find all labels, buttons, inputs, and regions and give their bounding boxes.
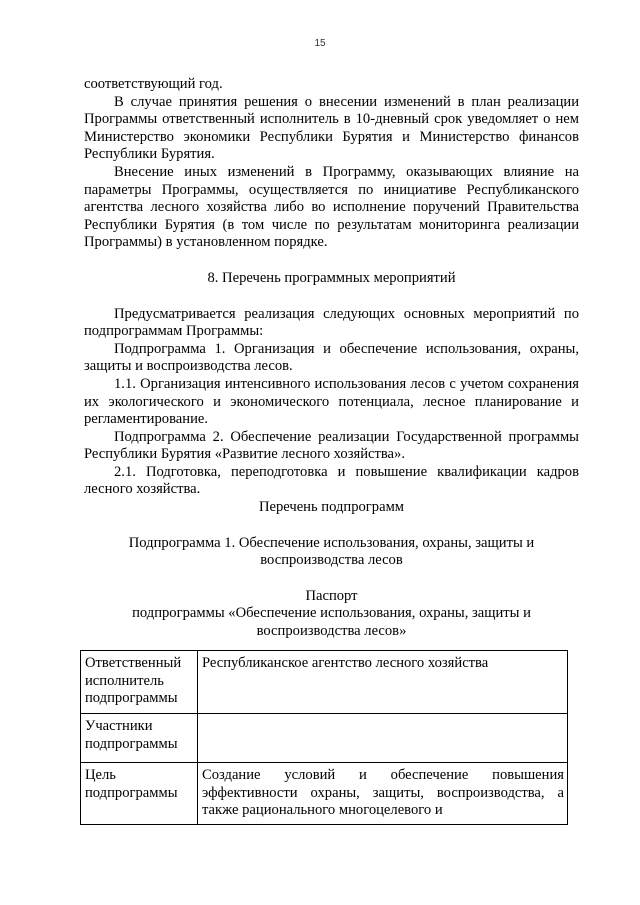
table-value-cell: Создание условий и обеспечение повышения эффективности охраны, защиты, воспроизводства, а также рационального многоцелевого и [198, 763, 568, 825]
table-value-cell [198, 714, 568, 763]
paragraph: соответствующий год. [84, 76, 223, 92]
paragraph: Предусматривается реализация следующих основных мероприятий по подпрограммам Программы: [84, 305, 579, 340]
passport-subtitle-line-2: воспроизводства лесов» [256, 623, 407, 640]
table-row [81, 651, 568, 714]
table-row [81, 714, 568, 763]
table-value-cell: Республиканское агентство лесного хозяйства [198, 651, 568, 714]
table-label-cell: Ответственный исполнитель подпрограммы [81, 651, 198, 714]
table-row [81, 763, 568, 825]
subprogram-title-line-2: воспроизводства лесов [260, 552, 403, 569]
section-heading: 8. Перечень программных мероприятий [207, 269, 456, 286]
document-body [84, 76, 579, 641]
table-label-cell: Цель подпрограммы [81, 763, 198, 825]
paragraph: Подпрограмма 1. Организация и обеспечение использования, охраны, защиты и воспроизводства лесов. [84, 340, 579, 375]
passport-table [80, 650, 568, 825]
passport-subtitle-line-1: подпрограммы «Обеспечение использования, охраны, защиты и [132, 605, 531, 622]
list-title: Перечень подпрограмм [258, 499, 405, 516]
paragraph: Подпрограмма 2. Обеспечение реализации Государственной программы Республики Бурятия «Развитие лесного хозяйства». [84, 428, 579, 463]
page-number: 15 [314, 38, 326, 49]
subprogram-title-line-1: Подпрограмма 1. Обеспечение использования, охраны, защиты и [128, 534, 535, 551]
table-label-cell: Участники подпрограммы [81, 714, 198, 763]
passport-heading: Паспорт [305, 587, 358, 604]
paragraph: 2.1. Подготовка, переподготовка и повышение квалификации кадров лесного хозяйства. [84, 463, 579, 498]
paragraph: В случае принятия решения о внесении изменений в план реализации Программы ответственный исполнитель в 10-дневный срок уведомляет о нем Министерство экономики Республики Бурятия и Министерство финансов Республики Бурятия. [84, 93, 579, 163]
paragraph: Внесение иных изменений в Программу, оказывающих влияние на параметры Программы, осуществляется по инициативе Республиканского агентства лесного хозяйства либо во исполнение поручений Правительства Республики Бурятия (в том числе по результатам мониторинга реализации Программы) в установленном порядке. [84, 163, 579, 251]
paragraph: 1.1. Организация интенсивного использования лесов с учетом сохранения их экологического и экономического потенциала, лесное планирование и регламентирование. [84, 375, 579, 428]
